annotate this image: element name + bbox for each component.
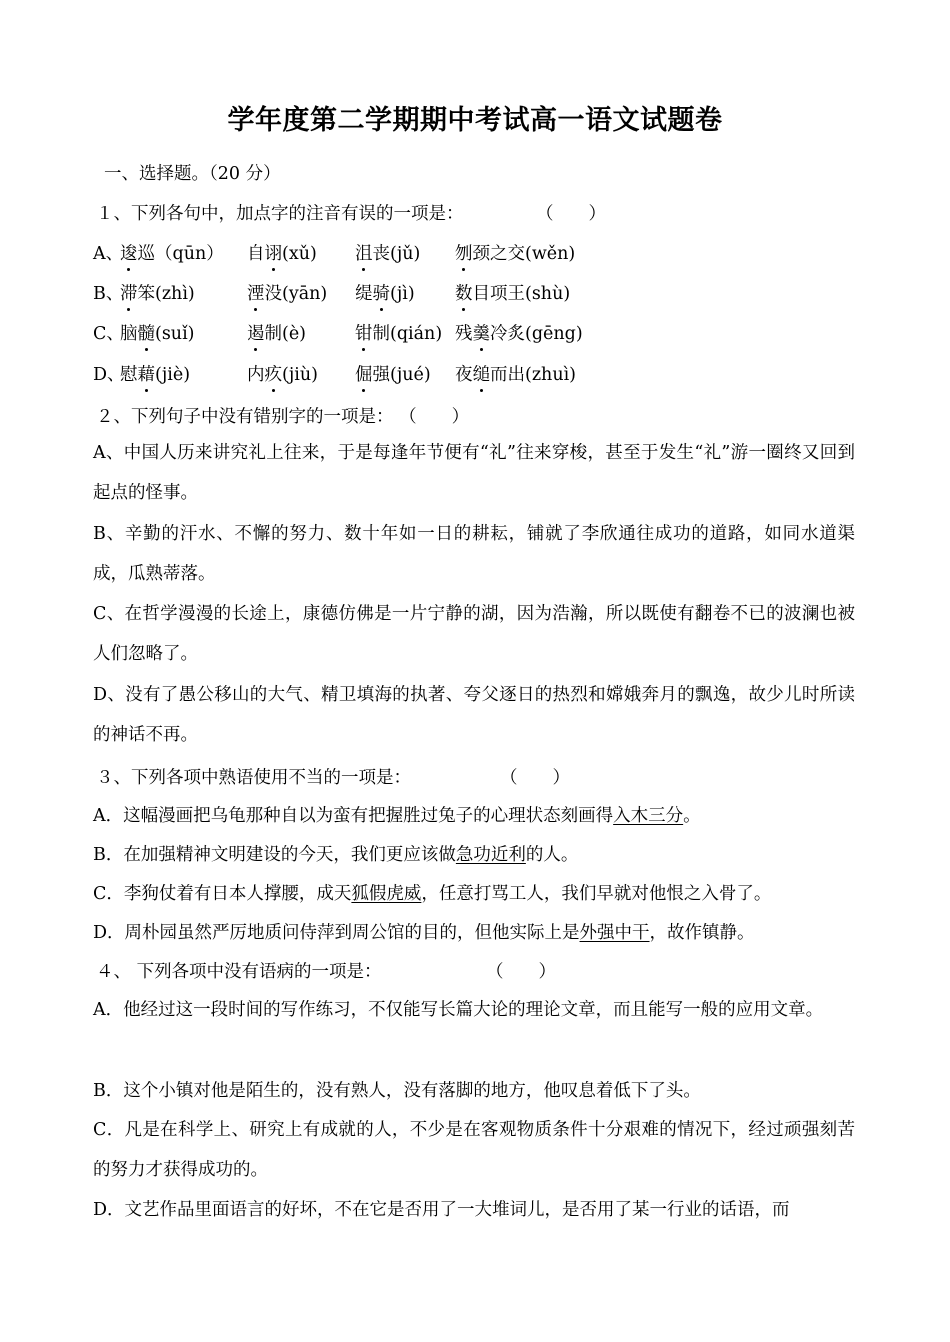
item-text: 巡（qūn） [137,244,224,264]
option-text: A．这幅漫画把乌龟那种自以为蛮有把握胜过兔子的心理状态刻画得 [93,806,614,826]
dotted-character: 骑 [372,284,390,304]
question-3-option-a [93,804,701,828]
option-text: ，故作镇静。 [649,923,755,943]
item-text: (jiù) [282,365,318,385]
dotted-character: 数 [455,284,473,304]
dotted-character: 遏 [247,324,265,344]
item-text: 而出(zhuì) [490,365,577,385]
item-text: 自 [247,244,265,264]
option-label: A、 [93,244,124,264]
pinyin-item [120,282,195,306]
question-3-stem [96,766,570,790]
underlined-idiom: 外强中干 [579,923,650,943]
question-2-option-d: D、没有了愚公移山的大气、精卫填海的执著、夸父逐日的热烈和嫦娥奔月的飘逸，故少儿时所读的神话不再。 [93,685,855,745]
pinyin-item [247,322,306,346]
pinyin-item [120,242,224,266]
item-text: (jiè) [155,365,191,385]
answer-paren: （ ） [399,407,470,427]
question-3-option-c [93,882,771,906]
question-3-option-d [93,921,755,945]
question-3-text: ３、下列各项中熟语使用不当的一项是： [96,768,411,788]
option-text: C．李狗仗着有日本人撑腰，成天 [93,884,352,904]
question-4-option-d: D．文艺作品里面语言的好坏，不在它是否用了一大堆词儿，是否用了某一行业的话语，而 [93,1200,790,1220]
question-4-option-b: B．这个小镇对他是陌生的，没有熟人，没有落脚的地方，他叹息着低下了头。 [93,1081,701,1101]
item-text: 丧(jǔ) [372,244,421,264]
pinyin-item [355,363,431,387]
item-text: (xǔ) [282,244,317,264]
dotted-character: 倔 [355,365,373,385]
pinyin-item [355,242,420,266]
dotted-character: 钳 [355,324,373,344]
pinyin-item [455,322,583,346]
option-text: 的人。 [525,845,579,865]
item-text: 颈之交(wěn) [472,244,576,264]
pinyin-item [247,282,327,306]
underlined-idiom: 狐假虎威 [351,884,422,904]
dotted-character: 诩 [264,244,282,264]
underlined-idiom: 入木三分 [613,806,684,826]
answer-paren: （ ） [486,962,556,982]
option-label: D、 [93,365,125,385]
question-1-text: １、下列各句中，加点字的注音有误的一项是： [96,204,464,224]
underlined-idiom: 急功近利 [455,845,526,865]
pinyin-item [355,282,415,306]
item-text: 目项王(shù) [472,284,571,304]
item-text: 脑 [120,324,138,344]
pinyin-item [247,363,318,387]
item-text: 制(è) [264,324,307,344]
dotted-character: 髓 [137,324,155,344]
item-text: 残 [455,324,473,344]
section-heading: 一、选择题。（20 分） [104,164,281,184]
pinyin-item [120,322,195,346]
option-text: D．周朴园虽然严厉地质问侍萍到周公馆的目的，但他实际上是 [93,923,580,943]
option-text: B．在加强精神文明建设的今天，我们更应该做 [93,845,456,865]
item-text: 夜 [455,365,473,385]
question-2-option-a: A、中国人历来讲究礼上往来，于是每逢年节便有“礼”往来穿梭，甚至于发生“礼”游一圈终又回到起点的怪事。 [93,443,855,503]
item-text: 制(qián) [372,324,443,344]
item-text: 慰 [120,365,138,385]
dotted-character: 刎 [455,244,473,264]
pinyin-item [355,322,442,346]
option-text: ，任意打骂工人，我们早就对他恨之入骨了。 [421,884,772,904]
item-text: 内 [247,365,265,385]
item-text: 笨(zhì) [137,284,195,304]
question-4-text: ４、 下列各项中没有语病的一项是： [96,962,382,982]
dotted-character: 藉 [137,365,155,385]
question-3-option-b [93,843,578,867]
pinyin-item [455,282,570,306]
item-text: 冷炙(gēng) [490,324,583,344]
item-text: (jì) [390,284,415,304]
dotted-character: 羹 [472,324,490,344]
dotted-character: 逡 [120,244,138,264]
question-2-text: ２、下列句子中没有错别字的一项是： [96,407,394,427]
option-label: B、 [93,284,124,304]
answer-paren: （ ） [500,768,570,788]
item-text: 强(jué) [372,365,431,385]
item-text: (suǐ) [155,324,195,344]
question-4-stem [96,960,556,984]
dotted-character: 沮 [355,244,373,264]
option-label: C、 [93,324,124,344]
item-text: 没(yān) [264,284,328,304]
dotted-character: 湮 [247,284,265,304]
item-text: 缇 [355,284,373,304]
option-text: 。 [683,806,701,826]
dotted-character: 缒 [472,365,490,385]
pinyin-item [455,242,575,266]
pinyin-item [247,242,317,266]
page-title: 学年度第二学期期中考试高一语文试题卷 [227,105,723,136]
question-4-option-a: A．他经过这一段时间的写作练习，不仅能写长篇大论的理论文章，而且能写一般的应用文章。 [93,1000,824,1020]
pinyin-item [120,363,190,387]
question-2-option-b: B、辛勤的汗水、不懈的努力、数十年如一日的耕耘，铺就了李欣通往成功的道路，如同水道渠成，瓜熟蒂落。 [93,524,855,584]
pinyin-item [455,363,576,387]
question-2-option-c: C、在哲学漫漫的长途上，康德仿佛是一片宁静的湖，因为浩瀚，所以既使有翻卷不已的波澜也被人们忽略了。 [93,604,855,664]
answer-paren: （ ） [536,204,606,224]
question-1-stem [96,202,606,226]
dotted-character: 疚 [264,365,282,385]
dotted-character: 滞 [120,284,138,304]
question-2-stem [96,405,469,429]
question-4-option-c: C．凡是在科学上、研究上有成就的人，不少是在客观物质条件十分艰难的情况下，经过顽强刻苦的努力才获得成功的。 [93,1120,855,1180]
